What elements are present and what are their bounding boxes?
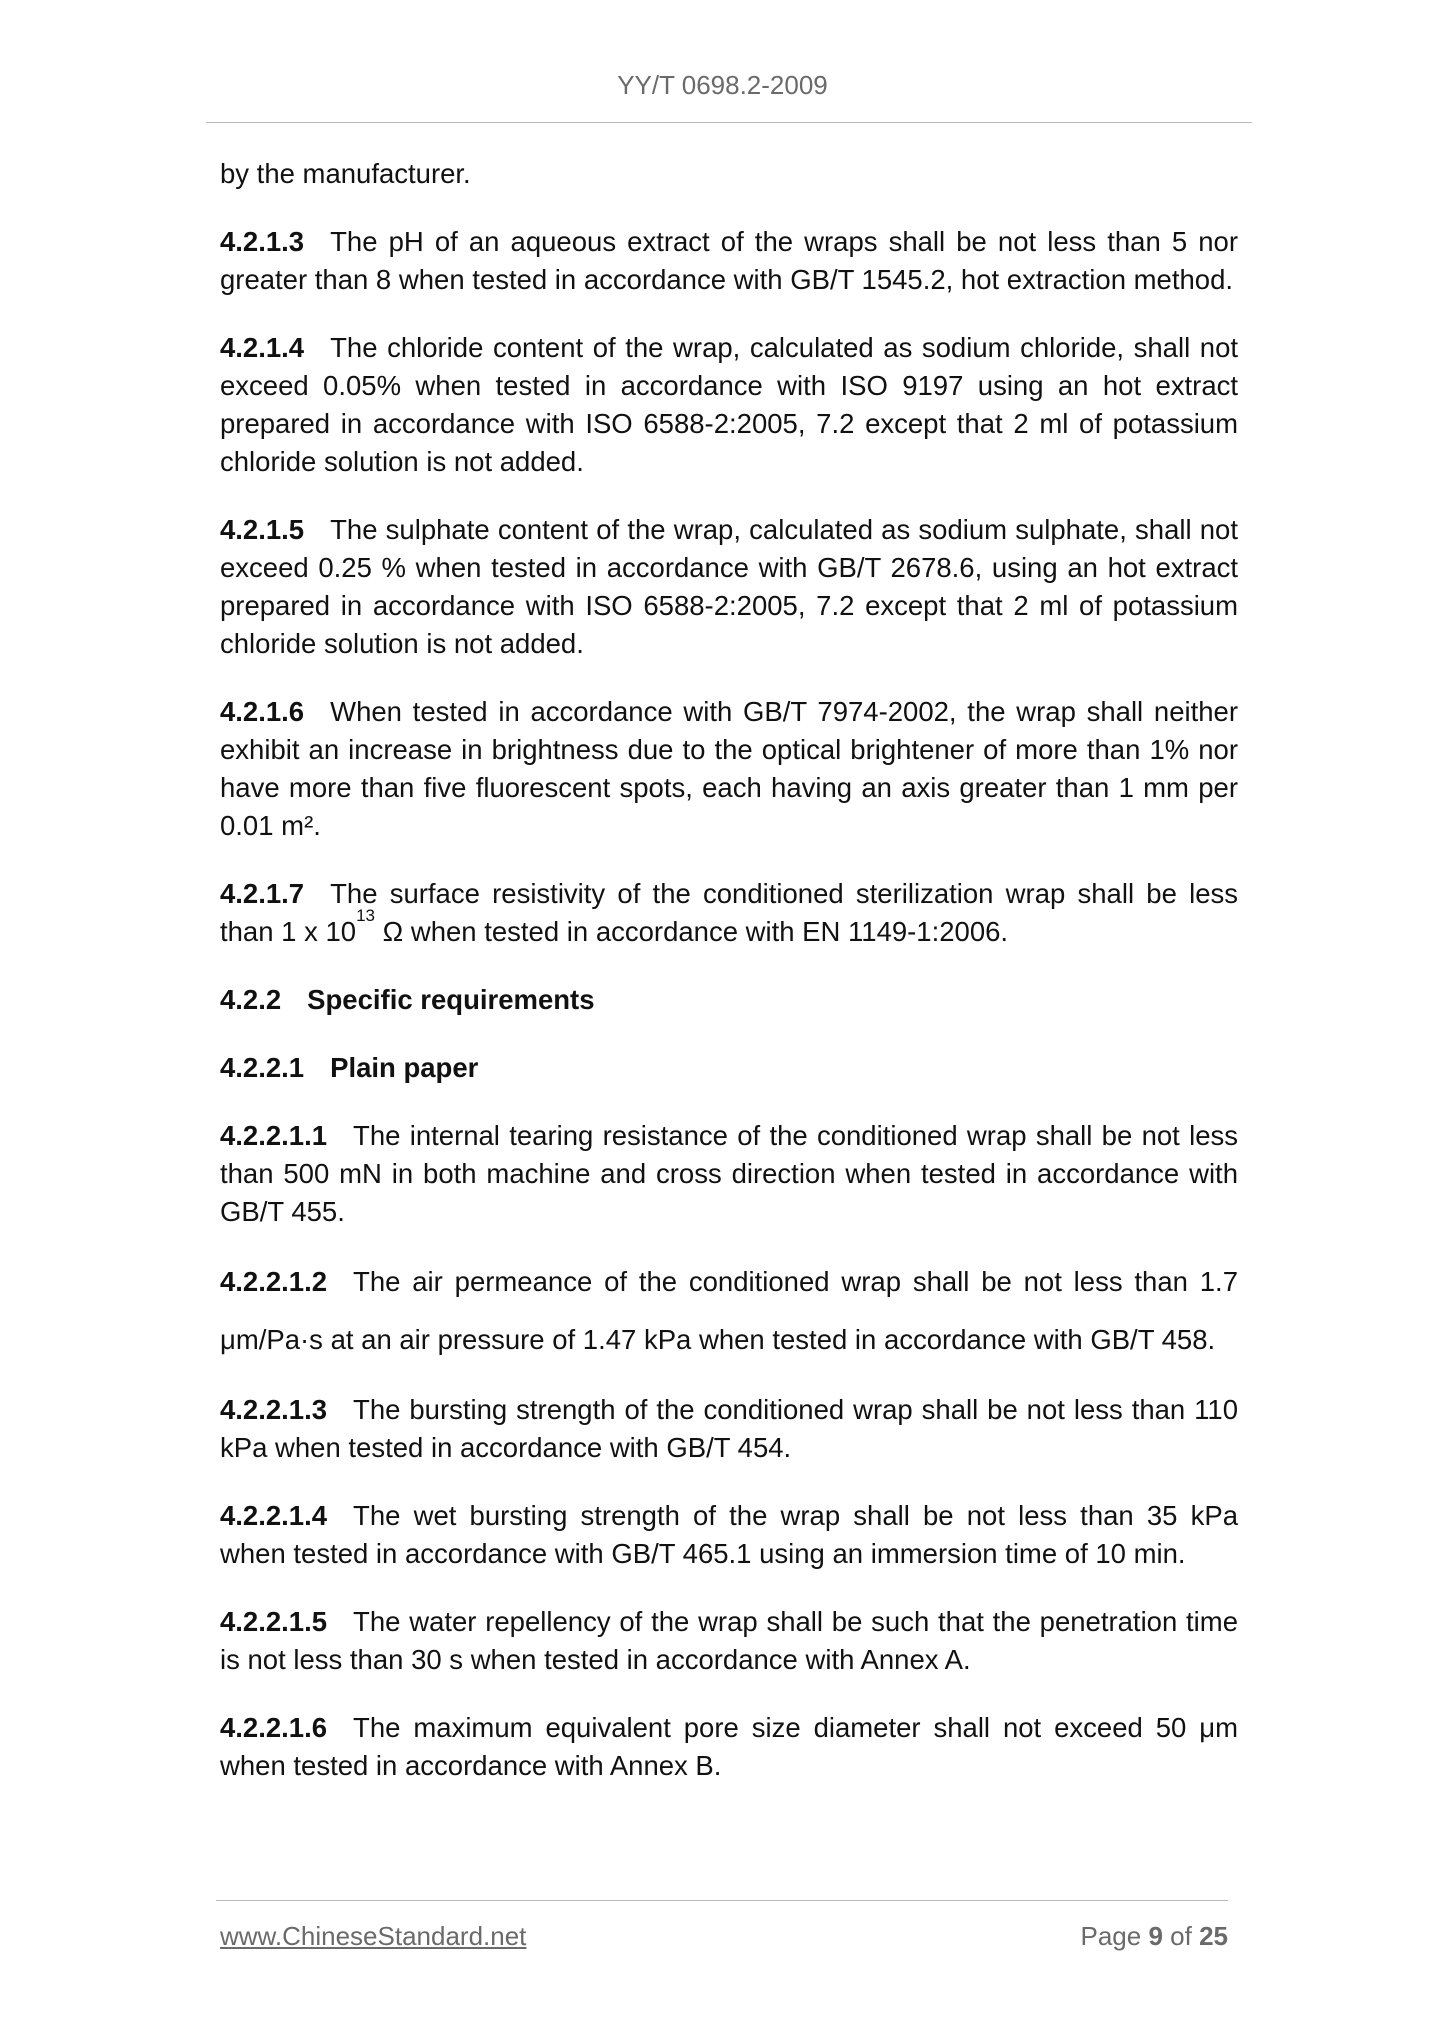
page-label: Page: [1080, 1921, 1142, 1951]
clause-text: The internal tearing resistance of the conditioned wrap shall be not less than 500 mN in both machine and cross direction when tested in accordance with GB/T 455.: [220, 1120, 1238, 1227]
clause-4-2-2-1-6: [220, 1709, 1238, 1785]
clause-number: 4.2.1.5: [220, 514, 305, 545]
clause-text: The air permeance of the conditioned wrap shall be not less than 1.7 μm/Pa·s at an air pressure of 1.47 kPa when tested in accordance with GB/T 458.: [220, 1266, 1238, 1355]
page-of: of: [1170, 1921, 1192, 1951]
clause-text: The surface resistivity of the conditioned sterilization wrap shall be less than 1 x 10: [220, 878, 1238, 947]
clause-4-2-1-5: [220, 511, 1238, 663]
clause-number: 4.2.2.1.3: [220, 1394, 328, 1425]
clause-4-2-2-1-4: [220, 1497, 1238, 1573]
page-total: 25: [1199, 1921, 1228, 1951]
clause-text: The pH of an aqueous extract of the wraps shall be not less than 5 nor greater than 8 when tested in accordance with GB/T 1545.2, hot extraction method.: [220, 226, 1238, 295]
clause-number: 4.2.2.1.4: [220, 1500, 328, 1531]
clause-4-2-1-4: [220, 329, 1238, 481]
clause-4-2-2-1-3: [220, 1391, 1238, 1467]
clause-4-2-1-7: [220, 875, 1238, 951]
page-body: [220, 155, 1238, 1815]
clause-number: 4.2.1.3: [220, 226, 305, 257]
heading-title: Plain paper: [330, 1052, 479, 1083]
clause-number: 4.2.1.7: [220, 878, 305, 909]
page-number: [1080, 1921, 1228, 1952]
section-heading-4-2-2-1: [220, 1049, 1238, 1087]
clause-number: 4.2.1.4: [220, 332, 305, 363]
document-header-id: YY/T 0698.2-2009: [617, 70, 828, 100]
clause-text: The bursting strength of the conditioned wrap shall be not less than 110 kPa when tested in accordance with GB/T 454.: [220, 1394, 1238, 1463]
clause-text: The water repellency of the wrap shall be such that the penetration time is not less than 30 s when tested in accordance with Annex A.: [220, 1606, 1238, 1675]
clause-number: 4.2.1.6: [220, 696, 305, 727]
clause-4-2-1-3: [220, 223, 1238, 299]
clause-4-2-2-1-2: [220, 1253, 1238, 1369]
header-divider: [206, 122, 1252, 123]
clause-number: 4.2.2.1.1: [220, 1120, 328, 1151]
clause-number: 4.2.2.1.6: [220, 1712, 328, 1743]
clause-text: The maximum equivalent pore size diameter shall not exceed 50 μm when tested in accordance with Annex B.: [220, 1712, 1238, 1781]
clause-text: The sulphate content of the wrap, calculated as sodium sulphate, shall not exceed 0.25 % when tested in accordance with GB/T 2678.6, using an hot extract prepared in accordance with ISO 6588-2:2005, 7.2 except that 2 ml of potassium chloride solution is not added.: [220, 514, 1238, 659]
clause-number: 4.2.2.1.2: [220, 1266, 328, 1297]
section-heading-4-2-2: [220, 981, 1238, 1019]
clause-4-2-2-1-5: [220, 1603, 1238, 1679]
clause-4-2-1-6: [220, 693, 1238, 845]
footer-divider: [216, 1900, 1228, 1901]
clause-4-2-2-1-1: [220, 1117, 1238, 1231]
continuation-text: by the manufacturer.: [220, 158, 471, 189]
heading-title: Specific requirements: [307, 984, 595, 1015]
exponent: 13: [356, 906, 375, 925]
website-link[interactable]: www.ChineseStandard.net: [220, 1921, 527, 1951]
clause-text: The chloride content of the wrap, calculated as sodium chloride, shall not exceed 0.05% when tested in accordance with ISO 9197 using an hot extract prepared in accordance with ISO 6588-2:2005, 7.2 except that 2 ml of potassium chloride solution is not added.: [220, 332, 1238, 477]
clause-text: The wet bursting strength of the wrap shall be not less than 35 kPa when tested in accordance with GB/T 465.1 using an immersion time of 10 min.: [220, 1500, 1238, 1569]
clause-number: 4.2.2.1.5: [220, 1606, 328, 1637]
heading-number: 4.2.2: [220, 984, 282, 1015]
clause-text: When tested in accordance with GB/T 7974-2002, the wrap shall neither exhibit an increase in brightness due to the optical brightener of more than 1% nor have more than five fluorescent spots, each having an axis greater than 1 mm per 0.01 m².: [220, 696, 1238, 841]
page-current: 9: [1148, 1921, 1163, 1951]
clause-text-cont: Ω when tested in accordance with EN 1149-1:2006.: [375, 916, 1009, 947]
heading-number: 4.2.2.1: [220, 1052, 305, 1083]
